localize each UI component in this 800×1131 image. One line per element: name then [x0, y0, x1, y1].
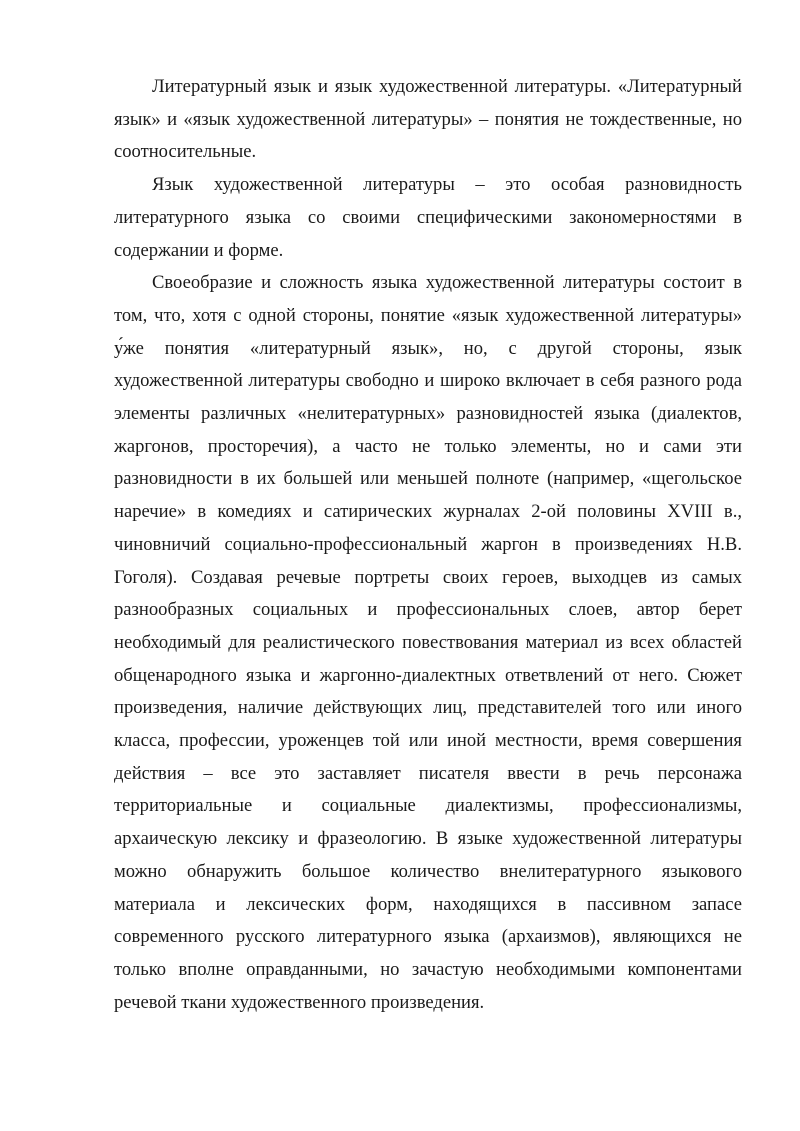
paragraph-1: Литературный язык и язык художественной литературы. «Литературный язык» и «язык художественной литературы» – понятия не тождественные, но соотносительные. [114, 76, 742, 163]
paragraph-2: Язык художественной литературы – это особая разновидность литературного языка со своими специфическими закономерностями в содержании и форме. [114, 174, 742, 261]
paragraph-3: Своеобразие и сложность языка художественной литературы состоит в том, что, хотя с одной стороны, понятие «язык художественной литературы» у́же понятия «литературный язык», но, с другой стороны, язык художественной литературы свободно и широко включает в себя разного рода элементы различных «нелитературных» разновидностей языка (диалектов, жаргонов, просторечия), а часто не только элементы, но и сами эти разновидности в их большей или меньшей полноте (например, «щегольское наречие» в комедиях и сатирических журналах 2-ой половины XVIII в., чиновничий социально-профессиональный жаргон в произведениях Н.В. Гоголя). Создавая речевые портреты своих героев, выходцев из самых разнообразных социальных и профессиональных слоев, автор берет необходимый для реалистического повествования материал из всех областей общенародного языка и жаргонно-диалектных ответвлений от него. Сюжет произведения, наличие действующих лиц, представителей того или иного класса, профессии, уроженцев той или иной местности, время совершения действия – все это заставляет писателя ввести в речь персонажа территориальные и социальные диалектизмы, профессионализмы, архаическую лексику и фразеологию. В языке художественной литературы можно обнаружить большое количество внелитературного языкового материала и лексических форм, находящихся в пассивном запасе современного русского литературного языка (архаизмов), являющихся не только вполне оправданными, но зачастую необходимыми компонентами речевой ткани художественного произведения. [114, 272, 742, 1013]
document-body [114, 71, 742, 1019]
